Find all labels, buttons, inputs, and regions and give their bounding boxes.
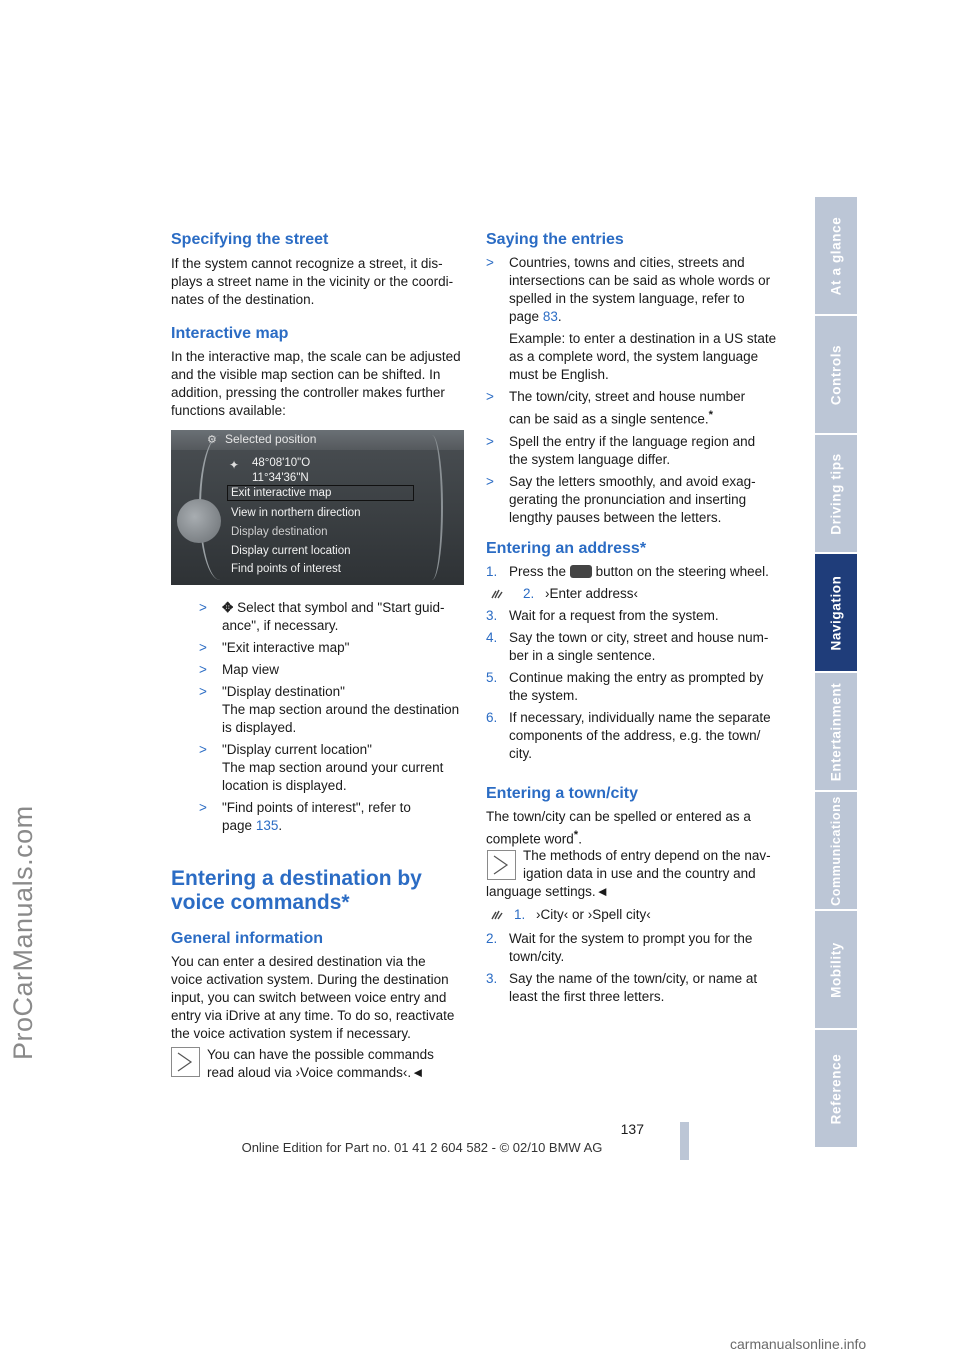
list-item (199, 661, 469, 679)
list-text: "Display current location" (222, 742, 372, 757)
chapter-heading-line: Entering a destination by (171, 867, 422, 890)
side-watermark: ProCarManuals.com (8, 805, 38, 1060)
step-number: 3. (486, 971, 498, 986)
voice-button-icon (570, 565, 592, 578)
note-line: language settings.◄ (486, 884, 609, 899)
step-number: 2. (486, 931, 498, 946)
heading-entering-address: Entering an address* (486, 540, 647, 557)
note-line: igation data in use and the country and (523, 866, 756, 881)
controller-arc-right (421, 435, 443, 580)
step-item (486, 669, 786, 705)
step-text: Say the town or city, street and house num- (509, 630, 769, 645)
text-line: input, you can switch between voice entry and (171, 990, 447, 1005)
list-text: page (509, 309, 540, 324)
list-text: "Exit interactive map" (222, 640, 350, 655)
text-line: The town/city can be spelled or entered as a (486, 809, 751, 824)
list-item (199, 741, 469, 795)
list-text: lengthy pauses between the letters. (509, 509, 722, 525)
tab-label: At a glance (828, 216, 844, 295)
section-general-information (171, 930, 471, 1043)
bottom-watermark: carmanualsonline.info (730, 1336, 867, 1352)
heading-interactive-map: Interactive map (171, 325, 289, 342)
tab-label: Communications (829, 795, 843, 906)
list-text: is displayed. (222, 720, 297, 735)
voice-command-icon (490, 908, 506, 922)
note-voice-commands (207, 1046, 467, 1082)
tab-reference[interactable] (815, 1030, 857, 1149)
step-text: components of the address, e.g. the town/ (509, 728, 761, 743)
step-item (486, 563, 786, 581)
list-text: "Find points of interest", refer to (222, 800, 411, 815)
list-text: intersections can be said as whole words or (509, 273, 771, 288)
list-text: The map section around your current (222, 760, 444, 775)
note-line: The methods of entry depend on the nav- (523, 848, 771, 863)
step-text: button on the steering wheel. (595, 564, 769, 579)
step-number: 2. (523, 586, 535, 601)
note-arrow-icon (171, 1047, 200, 1077)
text-line: If the system cannot recognize a street, it dis- (171, 256, 443, 271)
list-text: as a complete word, the system language (509, 349, 759, 364)
settings-icon: ⚙ (207, 434, 217, 446)
list-item (199, 799, 469, 835)
list-text: Map view (222, 662, 280, 677)
step-text: Wait for a request from the system. (509, 608, 719, 623)
text-line: voice activation system. During the destination (171, 972, 449, 987)
step-text: ›Enter address‹ (545, 586, 639, 601)
step-text: least the first three letters. (509, 989, 665, 1004)
page-number: 137 (620, 1121, 644, 1137)
text-line: the voice activation system if necessary. (171, 1026, 411, 1041)
bullet-marker: > (486, 389, 494, 404)
note-arrow-icon (487, 850, 516, 880)
list-item (486, 433, 786, 469)
tab-label: Navigation (828, 574, 844, 651)
bullet-marker: > (199, 800, 207, 815)
footer-edition: Online Edition for Part no. 01 41 2 604 582 - © 02/10 BMW AG (241, 1140, 603, 1155)
text-line: and the visible map section can be shifted. In (171, 367, 441, 382)
coordinate-north: 11°34'36"N (252, 472, 309, 484)
list-text: Example: to enter a destination in a US state (509, 331, 777, 346)
list-text: . (278, 818, 283, 833)
section-entering-address (486, 540, 786, 763)
step-item (486, 629, 786, 665)
note-line: read aloud via ›Voice commands‹.◄ (207, 1065, 425, 1080)
menu-view-northern: View in northern direction (231, 507, 361, 519)
tab-at-a-glance[interactable] (815, 197, 857, 316)
list-text: must be English. (509, 367, 609, 382)
tab-communications[interactable] (815, 792, 857, 911)
list-item (486, 473, 786, 527)
tab-navigation[interactable] (815, 554, 857, 673)
tab-driving-tips[interactable] (815, 435, 857, 554)
section-specifying-street (171, 231, 471, 309)
tab-label: Reference (828, 1053, 844, 1124)
tab-label: Entertainment (828, 682, 844, 781)
chapter-tabs (815, 197, 857, 1149)
note-line: You can have the possible commands (207, 1047, 434, 1062)
page-link-83[interactable]: 83 (542, 309, 558, 324)
list-text: Say the letters smoothly, and avoid exag- (509, 473, 756, 489)
menu-display-current-location: Display current location (231, 545, 351, 557)
list-text: gerating the pronunciation and inserting (509, 491, 747, 507)
step-item-voice (486, 906, 786, 924)
option-star: * (708, 409, 714, 421)
step-text: Wait for the system to prompt you for the (509, 931, 753, 946)
screen-title: Selected position (225, 432, 317, 446)
bullet-marker: > (486, 433, 494, 449)
text-line: . (578, 831, 582, 847)
step-text: town/city. (509, 949, 565, 964)
step-text: the system. (509, 688, 579, 703)
heading-entering-town: Entering a town/city (486, 785, 639, 802)
bullet-marker: > (199, 640, 207, 655)
section-saying-entries (486, 231, 786, 527)
heading-specifying-street: Specifying the street (171, 231, 329, 248)
idrive-screenshot (171, 430, 464, 585)
section-entering-destination-voice (171, 867, 471, 915)
coordinate-east: 48°08'10"O (252, 457, 311, 469)
tab-controls[interactable] (815, 316, 857, 435)
menu-display-destination: Display destination (231, 526, 328, 538)
tab-label: Driving tips (828, 452, 844, 535)
step-item (486, 709, 786, 763)
list-item (486, 388, 786, 429)
guidance-symbol-icon: ✥ (222, 600, 234, 615)
bullet-marker: > (199, 600, 207, 615)
bullet-marker: > (199, 742, 207, 757)
step-item (486, 930, 786, 966)
step-number: 1. (514, 907, 526, 922)
step-number: 3. (486, 608, 498, 623)
text-line: In the interactive map, the scale can be adjusted (171, 349, 461, 364)
list-text: Spell the entry if the language region and (509, 433, 756, 449)
text-line: addition, pressing the controller makes further (171, 385, 445, 400)
text-line: complete word (486, 831, 574, 847)
footer-bar (680, 1122, 689, 1160)
list-item (199, 639, 469, 657)
text-line: entry via iDrive at any time. To do so, reactivate (171, 1008, 455, 1023)
page-link-135[interactable]: 135 (255, 818, 279, 833)
heading-general-information: General information (171, 930, 324, 947)
step-item-voice (486, 585, 786, 603)
list-text: page (222, 818, 253, 833)
interactive-map-options (199, 599, 469, 835)
text-line: functions available: (171, 403, 286, 418)
section-entering-town (486, 785, 786, 849)
list-text: the system language differ. (509, 451, 671, 467)
chapter-heading-line: voice commands* (171, 891, 350, 914)
step-item (486, 607, 786, 625)
section-interactive-map (171, 325, 471, 420)
step-text: Say the name of the town/city, or name at (509, 971, 758, 986)
option-star: * (573, 829, 579, 841)
list-text: Select that symbol and "Start guid- (237, 600, 445, 615)
controller-knob-icon (177, 499, 221, 543)
list-text: The town/city, street and house number (509, 389, 746, 404)
list-text: location is displayed. (222, 778, 347, 793)
voice-command-icon (490, 587, 506, 601)
list-text: spelled in the system language, refer to (509, 291, 745, 306)
step-number: 4. (486, 630, 498, 645)
step-item (486, 970, 786, 1006)
bullet-marker: > (486, 473, 494, 489)
tab-label: Mobility (828, 941, 844, 998)
text-line: You can enter a desired destination via the (171, 954, 426, 969)
step-text: Continue making the entry as prompted by (509, 670, 764, 685)
step-number: 5. (486, 670, 498, 685)
tab-entertainment[interactable] (815, 673, 857, 792)
step-text: ›City‹ or ›Spell city‹ (536, 907, 651, 922)
tab-mobility[interactable] (815, 911, 857, 1030)
text-line: nates of the destination. (171, 292, 315, 307)
list-item (199, 683, 469, 737)
step-text: Press the (509, 564, 567, 579)
list-item (199, 599, 469, 635)
bullet-marker: > (199, 684, 207, 699)
menu-exit-interactive-map: Exit interactive map (231, 487, 332, 499)
list-text: "Display destination" (222, 684, 345, 699)
step-text: ber in a single sentence. (509, 648, 656, 663)
list-text: ance", if necessary. (222, 618, 339, 633)
position-marker-icon: ✦ (229, 458, 240, 472)
bullet-marker: > (486, 255, 494, 270)
list-item (486, 254, 786, 384)
bullet-marker: > (199, 662, 207, 677)
text-line: plays a street name in the vicinity or the coordi- (171, 274, 454, 289)
step-text: city. (509, 746, 532, 761)
town-steps (486, 906, 786, 1006)
note-entry-methods (523, 847, 785, 883)
list-text: Countries, towns and cities, streets and (509, 255, 745, 270)
heading-saying-entries: Saying the entries (486, 231, 624, 248)
step-text: If necessary, individually name the separate (509, 710, 771, 725)
list-text: . (557, 309, 562, 324)
tab-label: Controls (828, 344, 844, 405)
step-number: 1. (486, 564, 498, 579)
step-number: 6. (486, 710, 498, 725)
menu-find-points: Find points of interest (231, 563, 341, 575)
list-text: The map section around the destination (222, 702, 460, 717)
list-text: can be said as a single sentence. (509, 411, 709, 427)
